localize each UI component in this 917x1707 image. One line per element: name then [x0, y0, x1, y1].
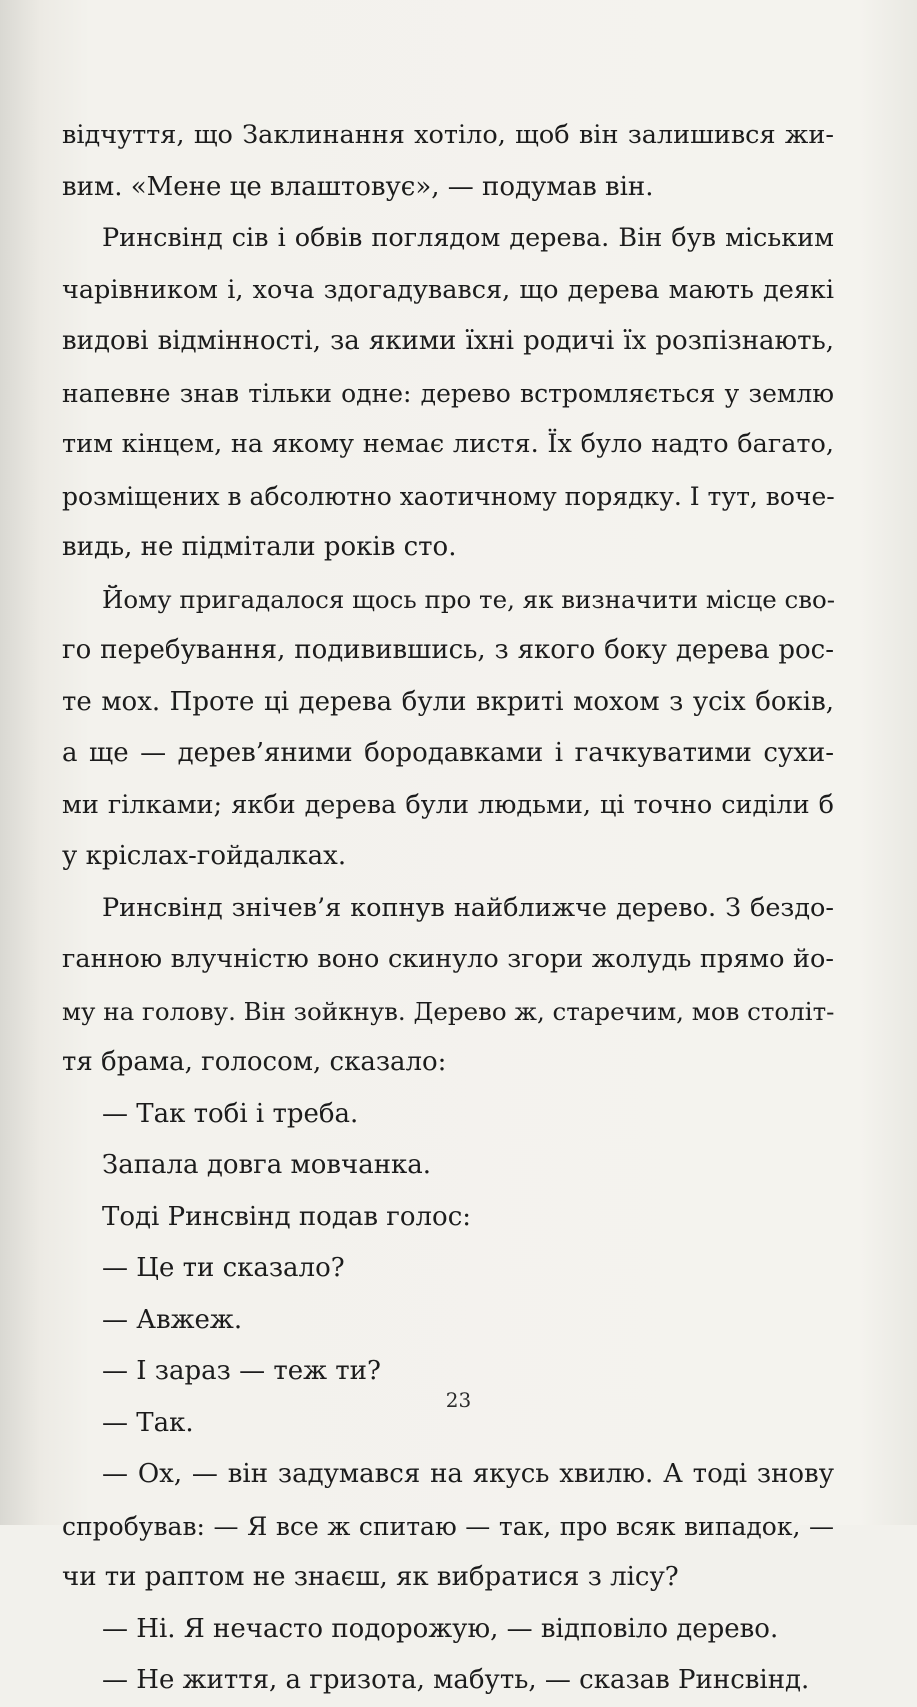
text-line: напевне знав тільки одне: дерево встромляється у землю: [62, 378, 834, 408]
text-line: розміщених в абсолютно хаотичному порядку. І тут, вoче-: [62, 481, 835, 511]
text-line: му на голову. Він зойкнув. Дерево ж, старечим, мов століт-: [62, 996, 835, 1026]
text-line: тим кінцем, на якому немає листя. Їх було надто багато,: [62, 429, 834, 459]
body-text: [62, 110, 834, 1707]
text-line: тя брама, голосом, сказало:: [62, 1047, 447, 1077]
text-line: відчуття, що Заклинання хотіло, щоб він залишився жи-: [62, 120, 834, 150]
dialogue-line: — Ох, — він задумався на якусь хвилю. А тоді знову: [102, 1459, 834, 1489]
dialogue-line: — Ні. Я нечасто подорожую, — відповіло дерево.: [102, 1613, 779, 1644]
dialogue-line: — Це ти сказало?: [102, 1253, 345, 1283]
dialogue-line: — І зараз — теж ти?: [102, 1356, 381, 1386]
dialogue-line: чи ти раптом не знаєш, як вибратися з лісу?: [62, 1562, 679, 1592]
text-line: видові відмінності, за якими їхні родичі їх розпізнають,: [62, 326, 834, 356]
text-line: а ще — дерев’яними бородавками і гачкуватими сухи-: [62, 738, 834, 768]
text-line: Тоді Ринсвінд подав голос:: [102, 1201, 472, 1232]
text-line: Йому пригадалося щось про те, як визначити місце сво-: [102, 584, 836, 614]
dialogue-line: — Так тобі і треба.: [102, 1098, 359, 1129]
text-line: Запала довга мовчанка.: [102, 1150, 432, 1180]
page-number: 23: [445, 1388, 472, 1412]
text-line: те мох. Проте ці дерева були вкриті мохом з усіх боків,: [62, 686, 834, 717]
text-line: видь, не підмітали років сто.: [62, 532, 457, 562]
text-line: ми гілками; якби дерева були людьми, ці точно сиділи б: [62, 789, 834, 820]
text-line: ганною влучністю воно скинуло згори жолудь прямо йо-: [62, 944, 834, 974]
text-line: Ринсвінд сів і обвів поглядом дерева. Він був міським: [102, 223, 834, 253]
dialogue-line: — Не життя, а гризота, мабуть, — сказав Ринсвінд.: [102, 1665, 810, 1695]
text-line: вим. «Мене це влаштовує», — подумав він.: [62, 171, 654, 202]
text-line: чарівником і, хоча здогадувався, що дерева мають деякі: [62, 274, 834, 305]
text-line: го перебування, подивившись, з якого боку дерева рос-: [62, 635, 834, 665]
text-line: у кріслах-гойдалках.: [62, 841, 347, 871]
text-line: Ринсвінд знічев’я копнув найближче дерево. З бездо-: [102, 892, 834, 923]
dialogue-line: — Так.: [102, 1407, 194, 1438]
dialogue-line: спробував: — Я все ж спитаю — так, про всяк випадок, —: [62, 1511, 834, 1541]
dialogue-line: — Авжеж.: [102, 1304, 243, 1335]
